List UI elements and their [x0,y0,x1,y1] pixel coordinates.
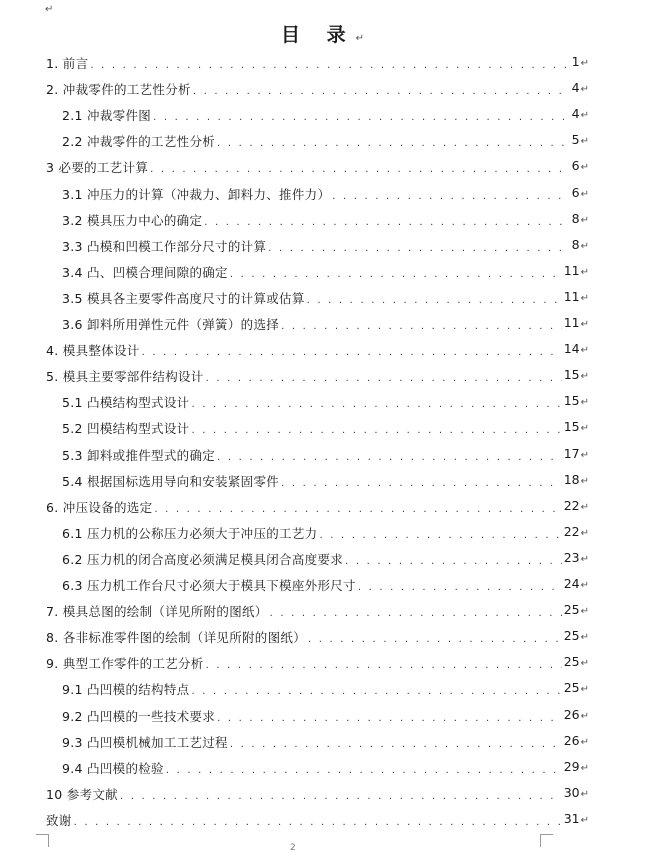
toc-page-number: 25 [563,680,580,696]
toc-dot-leader [332,190,569,203]
toc-dot-leader [154,503,561,516]
toc-dot-leader [150,163,570,176]
toc-page-number: 30 [563,784,580,800]
toc-dot-leader [268,242,569,255]
crop-mark-bottom-left [36,834,49,847]
paragraph-mark: ↵ [580,58,589,69]
paragraph-mark: ↵ [580,162,589,174]
toc-page-number-cell [572,158,589,176]
toc-entry-label: 6.2 压力机的闭合高度必须满足模具闭合高度要求 [62,551,344,567]
toc-dot-leader [204,216,569,229]
toc-entry[interactable] [46,365,589,385]
toc-page-number: 6 [571,158,580,174]
toc-entry-label: 5.3 卸料或推件型式的确定 [62,447,216,463]
toc-page-number-cell [564,576,589,594]
toc-entry[interactable] [62,313,589,333]
toc-page-number-cell [564,419,589,437]
paragraph-mark: ↵ [580,475,589,487]
toc-entry-label: 2.2 冲裁零件的工艺性分析 [62,134,216,150]
toc-entry-label: 3 必要的工艺计算 [46,160,149,176]
toc-page-number: 15 [563,393,580,409]
toc-entry[interactable] [46,809,589,829]
toc-dot-leader [193,85,570,98]
toc-entry-label: 2.1 冲裁零件图 [62,108,152,124]
toc-dot-leader [270,607,562,620]
toc-dot-leader [230,738,562,751]
toc-entry[interactable] [62,574,589,594]
toc-entry-label: 6.3 压力机工作台尺寸必须大于模具下模座外形尺寸 [62,578,356,593]
toc-entry[interactable] [46,626,589,646]
toc-page-number-cell [564,472,589,490]
toc-page-number: 1 [571,54,580,69]
toc-page-number-cell [572,80,589,98]
paragraph-mark: ↵ [580,762,589,774]
toc-entry[interactable] [46,339,589,359]
toc-entry-label: 2. 冲裁零件的工艺性分析 [46,82,191,98]
toc-page-number-cell [572,211,589,229]
toc-page-number: 25 [563,628,580,644]
toc-dot-leader [308,633,562,646]
toc-page-number: 26 [563,732,580,748]
toc-page-number: 11 [563,288,580,304]
toc-dot-leader [358,581,562,594]
toc-entry-label: 9. 典型工作零件的工艺分析 [46,656,204,672]
toc-page-number-cell [564,811,589,829]
toc-page-number: 4 [571,106,580,122]
toc-entry-label: 4. 模具整体设计 [46,343,140,359]
toc-entry[interactable] [46,783,589,803]
toc-entry-label: 6. 冲压设备的选定 [46,499,153,515]
toc-entry-label: 3.1 冲压力的计算（冲裁力、卸料力、推件力） [62,186,331,202]
toc-page-number-cell [564,733,589,751]
toc-page-number: 26 [563,706,580,722]
toc-entry-label: 3.3 凸模和凹模工作部分尺寸的计算 [62,238,267,254]
toc-dot-leader [191,685,561,698]
toc-entry-label: 6.1 压力机的公称压力必须大于冲压的工艺力 [62,525,318,541]
toc-entry-label: 5.2 凹模结构型式设计 [62,421,190,437]
toc-entry[interactable] [62,522,589,542]
toc-page-number: 25 [563,602,580,618]
paragraph-mark: ↵ [580,292,589,304]
toc-entry[interactable] [46,652,589,672]
paragraph-mark: ↵ [580,684,589,696]
toc-page-number-cell [572,106,589,124]
toc-dot-leader [90,59,569,72]
toc-page-number-cell [572,132,589,150]
paragraph-mark: ↵ [355,33,364,44]
toc-entry[interactable] [62,235,589,255]
paragraph-mark: ↵ [580,240,589,252]
toc-dot-leader [120,790,562,803]
paragraph-mark: ↵ [580,110,589,122]
toc-entry-label: 9.1 凸凹模的结构特点 [62,682,190,698]
toc-entry[interactable] [62,261,589,281]
toc-page-number: 18 [563,471,580,487]
paragraph-mark: ↵ [580,501,589,513]
toc-page-number-cell [572,237,589,255]
paragraph-mark: ↵ [580,788,589,800]
toc-page-number-cell [564,628,589,646]
toc-page-number-cell [564,498,589,516]
toc-page-number-cell [564,393,589,411]
toc-page-number: 23 [563,549,580,565]
toc-page-number: 8 [571,236,580,252]
toc-dot-leader [319,529,561,542]
toc-entry[interactable] [62,104,589,124]
toc-page-number: 15 [563,419,580,435]
toc-title [0,20,645,47]
toc-page-number: 8 [571,210,580,226]
toc-entry-label: 3.5 模具各主要零件高度尺寸的计算或估算 [62,290,305,306]
toc-page-number: 11 [563,315,580,330]
toc-page-number: 22 [563,523,580,539]
paragraph-mark: ↵ [580,371,589,383]
toc-entry[interactable] [62,417,589,437]
paragraph-mark: ↵ [580,658,589,670]
toc-dot-leader [217,137,570,150]
toc-entry[interactable] [62,209,589,229]
paragraph-mark: ↵ [580,188,589,200]
toc-entry[interactable] [62,678,589,698]
toc-page-number-cell [564,263,589,281]
paragraph-mark: ↵ [580,632,589,644]
toc-page-number-cell [572,185,589,203]
toc-dot-leader [230,268,562,281]
toc-entry[interactable] [46,496,589,516]
toc-entry[interactable] [62,444,589,464]
toc-entry-label: 8. 各非标准零件图的绘制（详见所附的图纸） [46,630,307,646]
crop-mark-bottom-right [540,834,553,847]
toc-entry[interactable] [46,52,589,72]
toc-page-number-cell [564,289,589,307]
toc-entry-label: 5.4 根据国标选用导向和安装紧固零件 [62,473,280,489]
paragraph-mark: ↵ [580,319,589,330]
paragraph-mark: ↵ [580,214,589,226]
toc-page-number: 14 [563,341,580,357]
toc-dot-leader [191,424,561,437]
toc-entry-label: 9.3 凸凹模机械加工工艺过程 [62,734,228,750]
toc-page-number: 29 [563,758,580,774]
paragraph-mark: ↵ [580,606,589,618]
toc-dot-leader [307,294,562,307]
toc-entry[interactable] [46,156,589,176]
toc-page-number: 22 [563,497,580,513]
toc-dot-leader [206,372,562,385]
toc-entry-label: 10 参考文献 [46,786,118,802]
paragraph-mark: ↵ [580,423,589,435]
paragraph-mark: ↵ [580,527,589,539]
toc-title-text: 目 录 [280,24,356,46]
toc-page-number: 6 [571,184,580,200]
toc-entry-label: 5.1 凸模结构型式设计 [62,395,190,411]
toc-dot-leader [166,764,562,777]
toc-entry[interactable] [62,183,589,203]
toc-page-number-cell [572,54,589,72]
paragraph-mark: ↵ [580,553,589,565]
paragraph-mark: ↵ [580,736,589,748]
toc-page-number-cell [564,680,589,698]
toc-dot-leader [74,816,562,829]
page-footer-mark: 2 [290,843,296,853]
toc-page-number-cell [564,707,589,725]
toc-page-number-cell [564,315,589,333]
paragraph-mark: ↵ [580,397,589,409]
toc-page-number: 31 [563,810,580,826]
toc-page-number: 5 [571,132,580,148]
toc-page-number: 15 [563,367,580,383]
toc-entry[interactable] [62,757,589,777]
paragraph-mark: ↵ [580,136,589,148]
toc-dot-leader [142,346,562,359]
toc-entry[interactable] [46,78,589,98]
toc-entry-label: 7. 模具总图的绘制（详见所附的图纸） [46,604,268,620]
paragraph-mark: ↵ [580,266,589,278]
toc-entry[interactable] [62,287,589,307]
toc-dot-leader [206,659,562,672]
toc-dot-leader [153,111,570,124]
toc-page-number: 17 [563,445,580,461]
toc-dot-leader [217,712,562,725]
toc-dot-leader [217,451,562,464]
toc-page-number-cell [564,654,589,672]
toc-dot-leader [281,320,562,333]
toc-entry[interactable] [46,600,589,620]
toc-entry[interactable] [62,548,589,568]
toc-entry[interactable] [62,470,589,490]
toc-page-number: 4 [571,80,580,96]
toc-dot-leader [345,555,562,568]
toc-entry-label: 1. 前言 [46,56,89,71]
paragraph-mark: ↵ [580,580,589,591]
toc-page-number-cell [564,550,589,568]
toc-page-number-cell [564,602,589,620]
toc-entry-label: 5. 模具主要零部件结构设计 [46,369,204,385]
paragraph-mark: ↵ [580,710,589,722]
toc-entry-label: 3.6 卸料所用弹性元件（弹簧）的选择 [62,317,280,332]
paragraph-mark: ↵ [580,84,589,96]
toc-entry[interactable] [62,130,589,150]
toc-page-number: 11 [563,262,580,278]
toc-entry[interactable] [62,391,589,411]
toc-page-number-cell [564,341,589,359]
toc-page-number-cell [564,367,589,385]
toc-page-number-cell [564,446,589,464]
toc-page-number-cell [564,759,589,777]
toc-page-number-cell [564,524,589,542]
toc-page-number: 24 [563,576,580,591]
paragraph-mark: ↵ [45,4,54,15]
toc-page-number: 25 [563,654,580,670]
paragraph-mark: ↵ [580,449,589,461]
toc-dot-leader [281,477,562,490]
toc-entry-label: 致谢 [46,812,72,828]
toc-entry-label: 9.2 凸凹模的一些技术要求 [62,708,216,724]
toc-entry[interactable] [62,731,589,751]
toc-dot-leader [191,398,561,411]
toc-entry[interactable] [62,705,589,725]
toc-entry-label: 3.2 模具压力中心的确定 [62,212,203,228]
toc-entry-label: 3.4 凸、凹模合理间隙的确定 [62,264,228,280]
paragraph-mark: ↵ [580,345,589,357]
paragraph-mark: ↵ [580,814,589,826]
toc-page-number-cell [564,785,589,803]
toc-entry-label: 9.4 凸凹模的检验 [62,760,164,776]
